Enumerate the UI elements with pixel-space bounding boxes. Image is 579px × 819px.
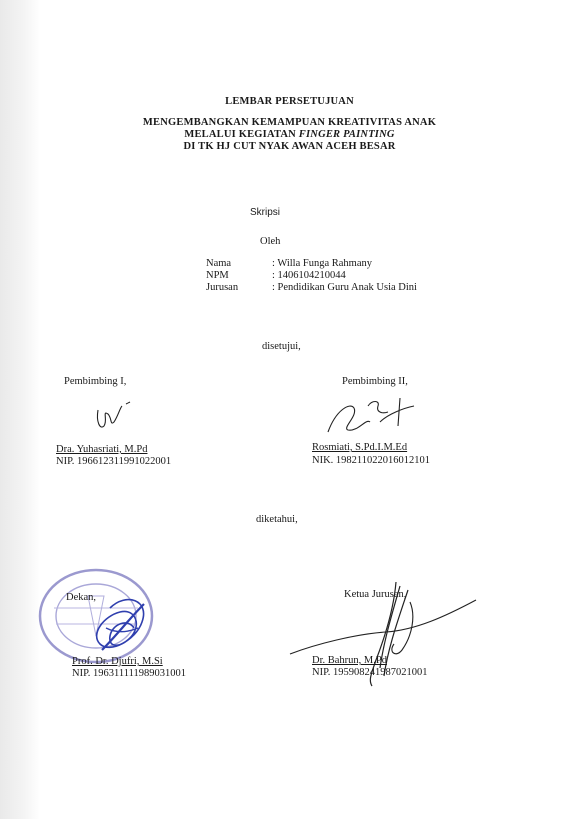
department-head-id: NIP. 195908241987021001: [312, 667, 428, 678]
info-value: : 1406104210044: [272, 270, 346, 281]
department-head-role: Ketua Jurusan,: [344, 589, 407, 600]
author-by-label: Oleh: [260, 236, 281, 247]
document-type: Skripsi: [250, 207, 281, 218]
dean-id: NIP. 196311111989031001: [72, 668, 186, 679]
department-head-name: Dr. Bahrun, M.Pd: [312, 655, 387, 666]
thesis-title-italic: FINGER PAINTING: [298, 129, 395, 140]
advisor2-role: Pembimbing II,: [342, 376, 408, 387]
advisor2-id: NIK. 198211022016012101: [312, 455, 431, 466]
info-value: : Willa Funga Rahmany: [272, 258, 372, 269]
thesis-title-line-2: MELALUI KEGIATAN FINGER PAINTING: [184, 129, 395, 140]
thesis-title-line-1: MENGEMBANGKAN KEMAMPUAN KREATIVITAS ANAK: [142, 117, 437, 128]
advisor1-name: Dra. Yuhasriati, M.Pd: [56, 444, 148, 455]
thesis-title-line-3: DI TK HJ CUT NYAK AWAN ACEH BESAR: [183, 141, 396, 152]
advisor1-role: Pembimbing I,: [64, 376, 127, 387]
student-info-row: [206, 258, 417, 270]
info-label: Nama: [206, 258, 232, 269]
dean-name: Prof. Dr. Djufri, M.Si: [72, 656, 163, 667]
department-head-signature: [276, 576, 496, 701]
advisor1-id: NIP. 196612311991022001: [56, 456, 172, 467]
advisor2-signature: [318, 392, 428, 447]
approved-label: disetujui,: [262, 341, 301, 352]
info-label: NPM: [206, 270, 229, 281]
acknowledged-label: diketahui,: [256, 514, 298, 525]
info-label: Jurusan: [206, 282, 239, 293]
student-info-table: [206, 258, 417, 294]
page-heading: LEMBAR PERSETUJUAN: [225, 96, 354, 107]
dean-role: Dekan,: [66, 592, 97, 603]
info-value: : Pendidikan Guru Anak Usia Dini: [272, 282, 417, 293]
advisor2-name: Rosmiati, S.Pd.I.M.Ed: [312, 442, 408, 453]
student-info-row: [206, 270, 417, 282]
advisor1-signature: [84, 400, 154, 445]
student-info-row: [206, 282, 417, 294]
